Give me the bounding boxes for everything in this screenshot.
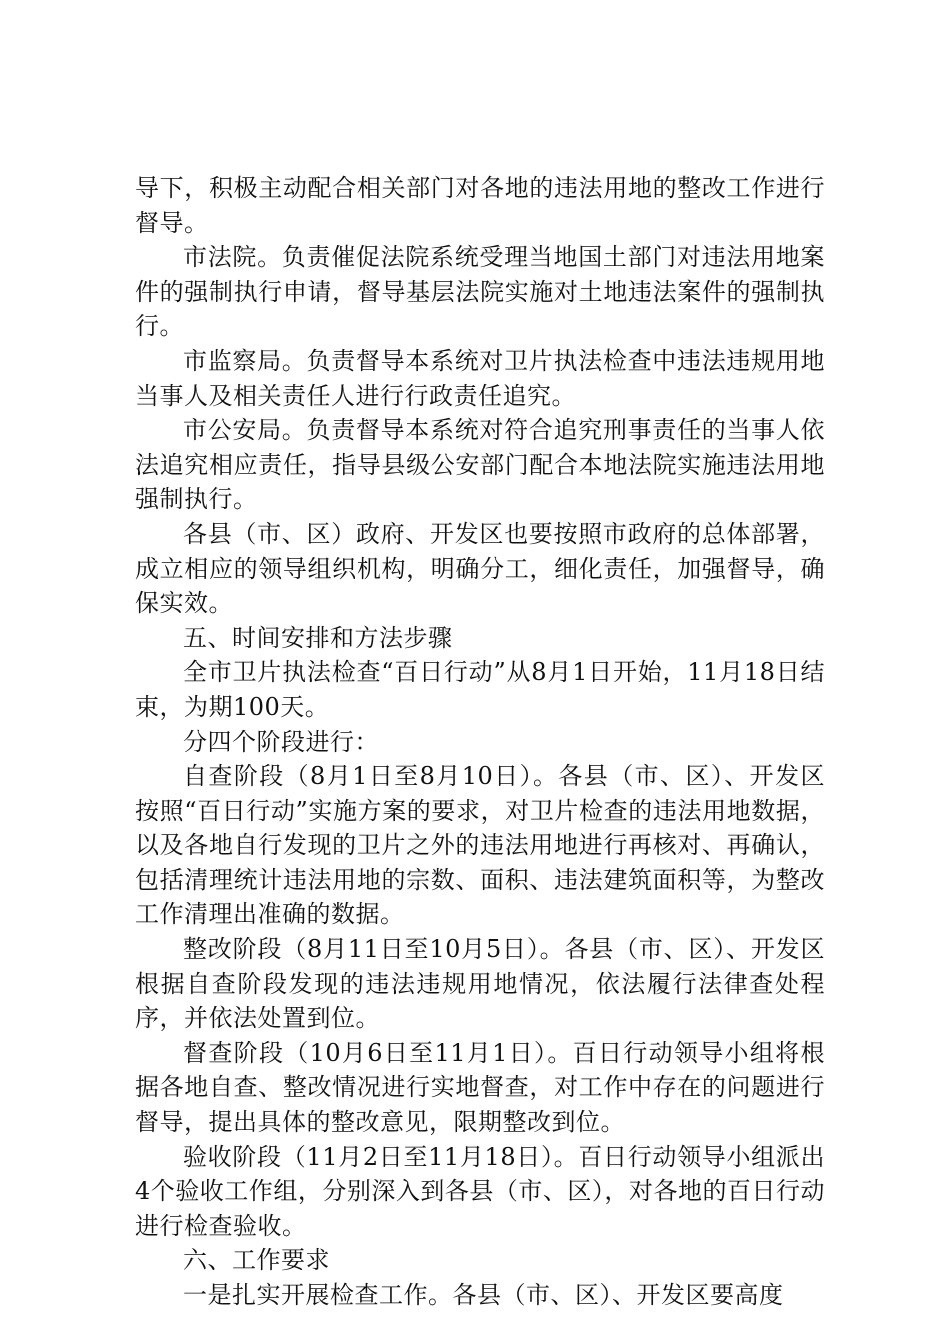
paragraph-continuation: 导下，积极主动配合相关部门对各地的违法用地的整改工作进行督导。 [135,174,825,237]
paragraph-requirement-one: 一是扎实开展检查工作。各县（市、区）、开发区要高度 [183,1281,784,1309]
paragraph-acceptance-stage: 验收阶段（11月2日至11月18日）。百日行动领导小组派出4个验收工作组，分别深入到各县（市、区），对各地的百日行动进行检查验收。 [135,1142,825,1240]
paragraph-inspection-stage: 督查阶段（10月6日至11月1日）。百日行动领导小组将根据各地自查、整改情况进行实地督查，对工作中存在的问题进行督导，提出具体的整改意见，限期整改到位。 [135,1038,825,1137]
section-heading-schedule: 五、时间安排和方法步骤 [183,623,453,652]
paragraph-self-check-stage: 自查阶段（8月1日至8月10日）。各县（市、区）、开发区按照“百日行动”实施方案的要求，对卫片检查的违法用地数据，以及各地自行发现的卫片之外的违法用地进行再核对、再确认，包括清理统计违法用地的宗数、面积、违法建筑面积等，为整改工作清理出准确的数据。 [135,762,825,929]
paragraph-action-period: 全市卫片执法检查“百日行动”从8月1日开始，11月18日结束，为期100天。 [135,658,825,721]
document-body [135,171,825,1313]
section-heading-requirements: 六、工作要求 [183,1246,330,1275]
paragraph-city-public-security-bureau: 市公安局。负责督导本系统对符合追究刑事责任的当事人依法追究相应责任，指导县级公安部门配合本地法院实施违法用地强制执行。 [135,416,825,514]
paragraph-four-stages: 分四个阶段进行： [183,727,379,756]
paragraph-rectification-stage: 整改阶段（8月11日至10月5日）。各县（市、区）、开发区根据自查阶段发现的违法违规用地情况，依法履行法律查处程序，并依法处置到位。 [135,935,825,1033]
paragraph-county-governments: 各县（市、区）政府、开发区也要按照市政府的总体部署，成立相应的领导组织机构，明确分工，细化责任，加强督导，确保实效。 [135,519,825,618]
paragraph-city-court: 市法院。负责催促法院系统受理当地国土部门对违法用地案件的强制执行申请，督导基层法院实施对土地违法案件的强制执行。 [135,243,825,341]
paragraph-city-supervision-bureau: 市监察局。负责督导本系统对卫片执法检查中违法违规用地当事人及相关责任人进行行政责任追究。 [135,346,825,410]
